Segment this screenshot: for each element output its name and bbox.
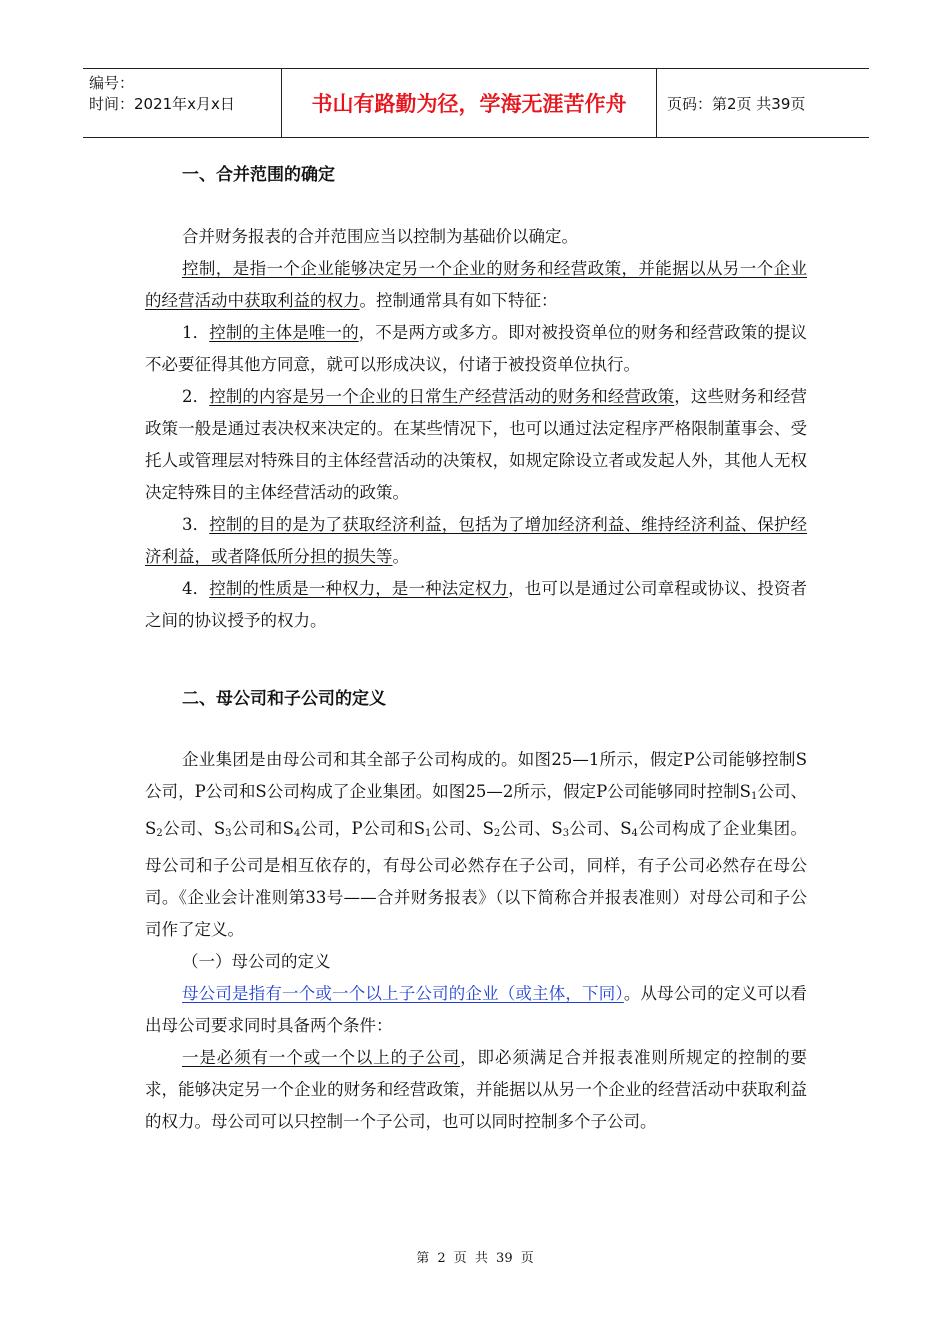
time-label: 时间：2021年x月x日 [89, 95, 235, 113]
paragraph: 合并财务报表的合并范围应当以控制为基础价以确定。 [182, 227, 578, 246]
section-title-scope: 一、合并范围的确定 [182, 165, 335, 185]
header-meta [83, 69, 282, 137]
page-footer: 第 2 页 共 39 页 [416, 1251, 534, 1266]
section-definition-body [145, 744, 807, 1138]
section-scope-body [145, 221, 807, 637]
section-title-definition: 二、母公司和子公司的定义 [182, 689, 386, 709]
number-label: 编号： [89, 74, 135, 92]
paragraph: 一是必须有一个或一个以上的子公司，即必须满足合并报表准则所规定的控制的要求，能够决定另一个企业的财务和经营政策，并能据以从另一个企业的经营活动中获取利益的权力。母公司可以只控制一个子公司，也可以同时控制多个子公司。 [145, 1048, 808, 1131]
list-item: 1．控制的主体是唯一的，不是两方或多方。即对被投资单位的财务和经营政策的提议不必要征得其他方同意，就可以形成决议，付诸于被投资单位执行。 [145, 323, 808, 374]
header-page-info: 页码：第2页 共39页 [667, 94, 806, 113]
paragraph: 企业集团是由母公司和其全部子公司构成的。如图25—1所示，假定P公司能够控制S公司，P公司和S公司构成了企业集团。如图25—2所示，假定P公司能够同时控制$S_1$公司、$S_2$公司、$S_3$公司和$S_4$公司，P公司和$S_1$公司、$S_2$公司、$S_3$公司、$S_4$公司构成了企业集团。母公司和子公司是相互依存的，有母公司必然存在子公司，同样，有子公司必然存在母公司。《企业会计准则第33号——合并财务报表》（以下简称合并报表准则）对母公司和子公司作了定义。 [145, 750, 808, 939]
list-item: 4．控制的性质是一种权力，是一种法定权力，也可以是通过公司章程或协议、投资者之间的协议授予的权力。 [145, 579, 808, 630]
paragraph: 控制，是指一个企业能够决定另一个企业的财务和经营政策，并能据以从另一个企业的经营活动中获取利益的权力。控制通常具有如下特征： [145, 259, 807, 310]
paragraph: 母公司是指有一个或一个以上子公司的企业（或主体，下同）。从母公司的定义可以看出母公司要求同时具备两个条件： [145, 984, 808, 1035]
subsection-title: （一）母公司的定义 [182, 952, 331, 971]
list-item: 2．控制的内容是另一个企业的日常生产经营活动的财务和经营政策，这些财务和经营政策一般是通过表决权来决定的。在某些情况下，也可以通过法定程序严格限制董事会、受托人或管理层对特殊目的主体经营活动的决策权，如规定除设立者或发起人外，其他人无权决定特殊目的主体经营活动的政策。 [145, 387, 808, 502]
page-header [83, 68, 869, 138]
list-item: 3．控制的目的是为了获取经济利益，包括为了增加经济利益、维持经济利益、保护经济利益，或者降低所分担的损失等。 [145, 515, 808, 566]
header-motto: 书山有路勤为径，学海无涯苦作舟 [282, 69, 657, 137]
definition-link[interactable]: 母公司是指有一个或一个以上子公司的企业（或主体，下同） [182, 984, 624, 1003]
